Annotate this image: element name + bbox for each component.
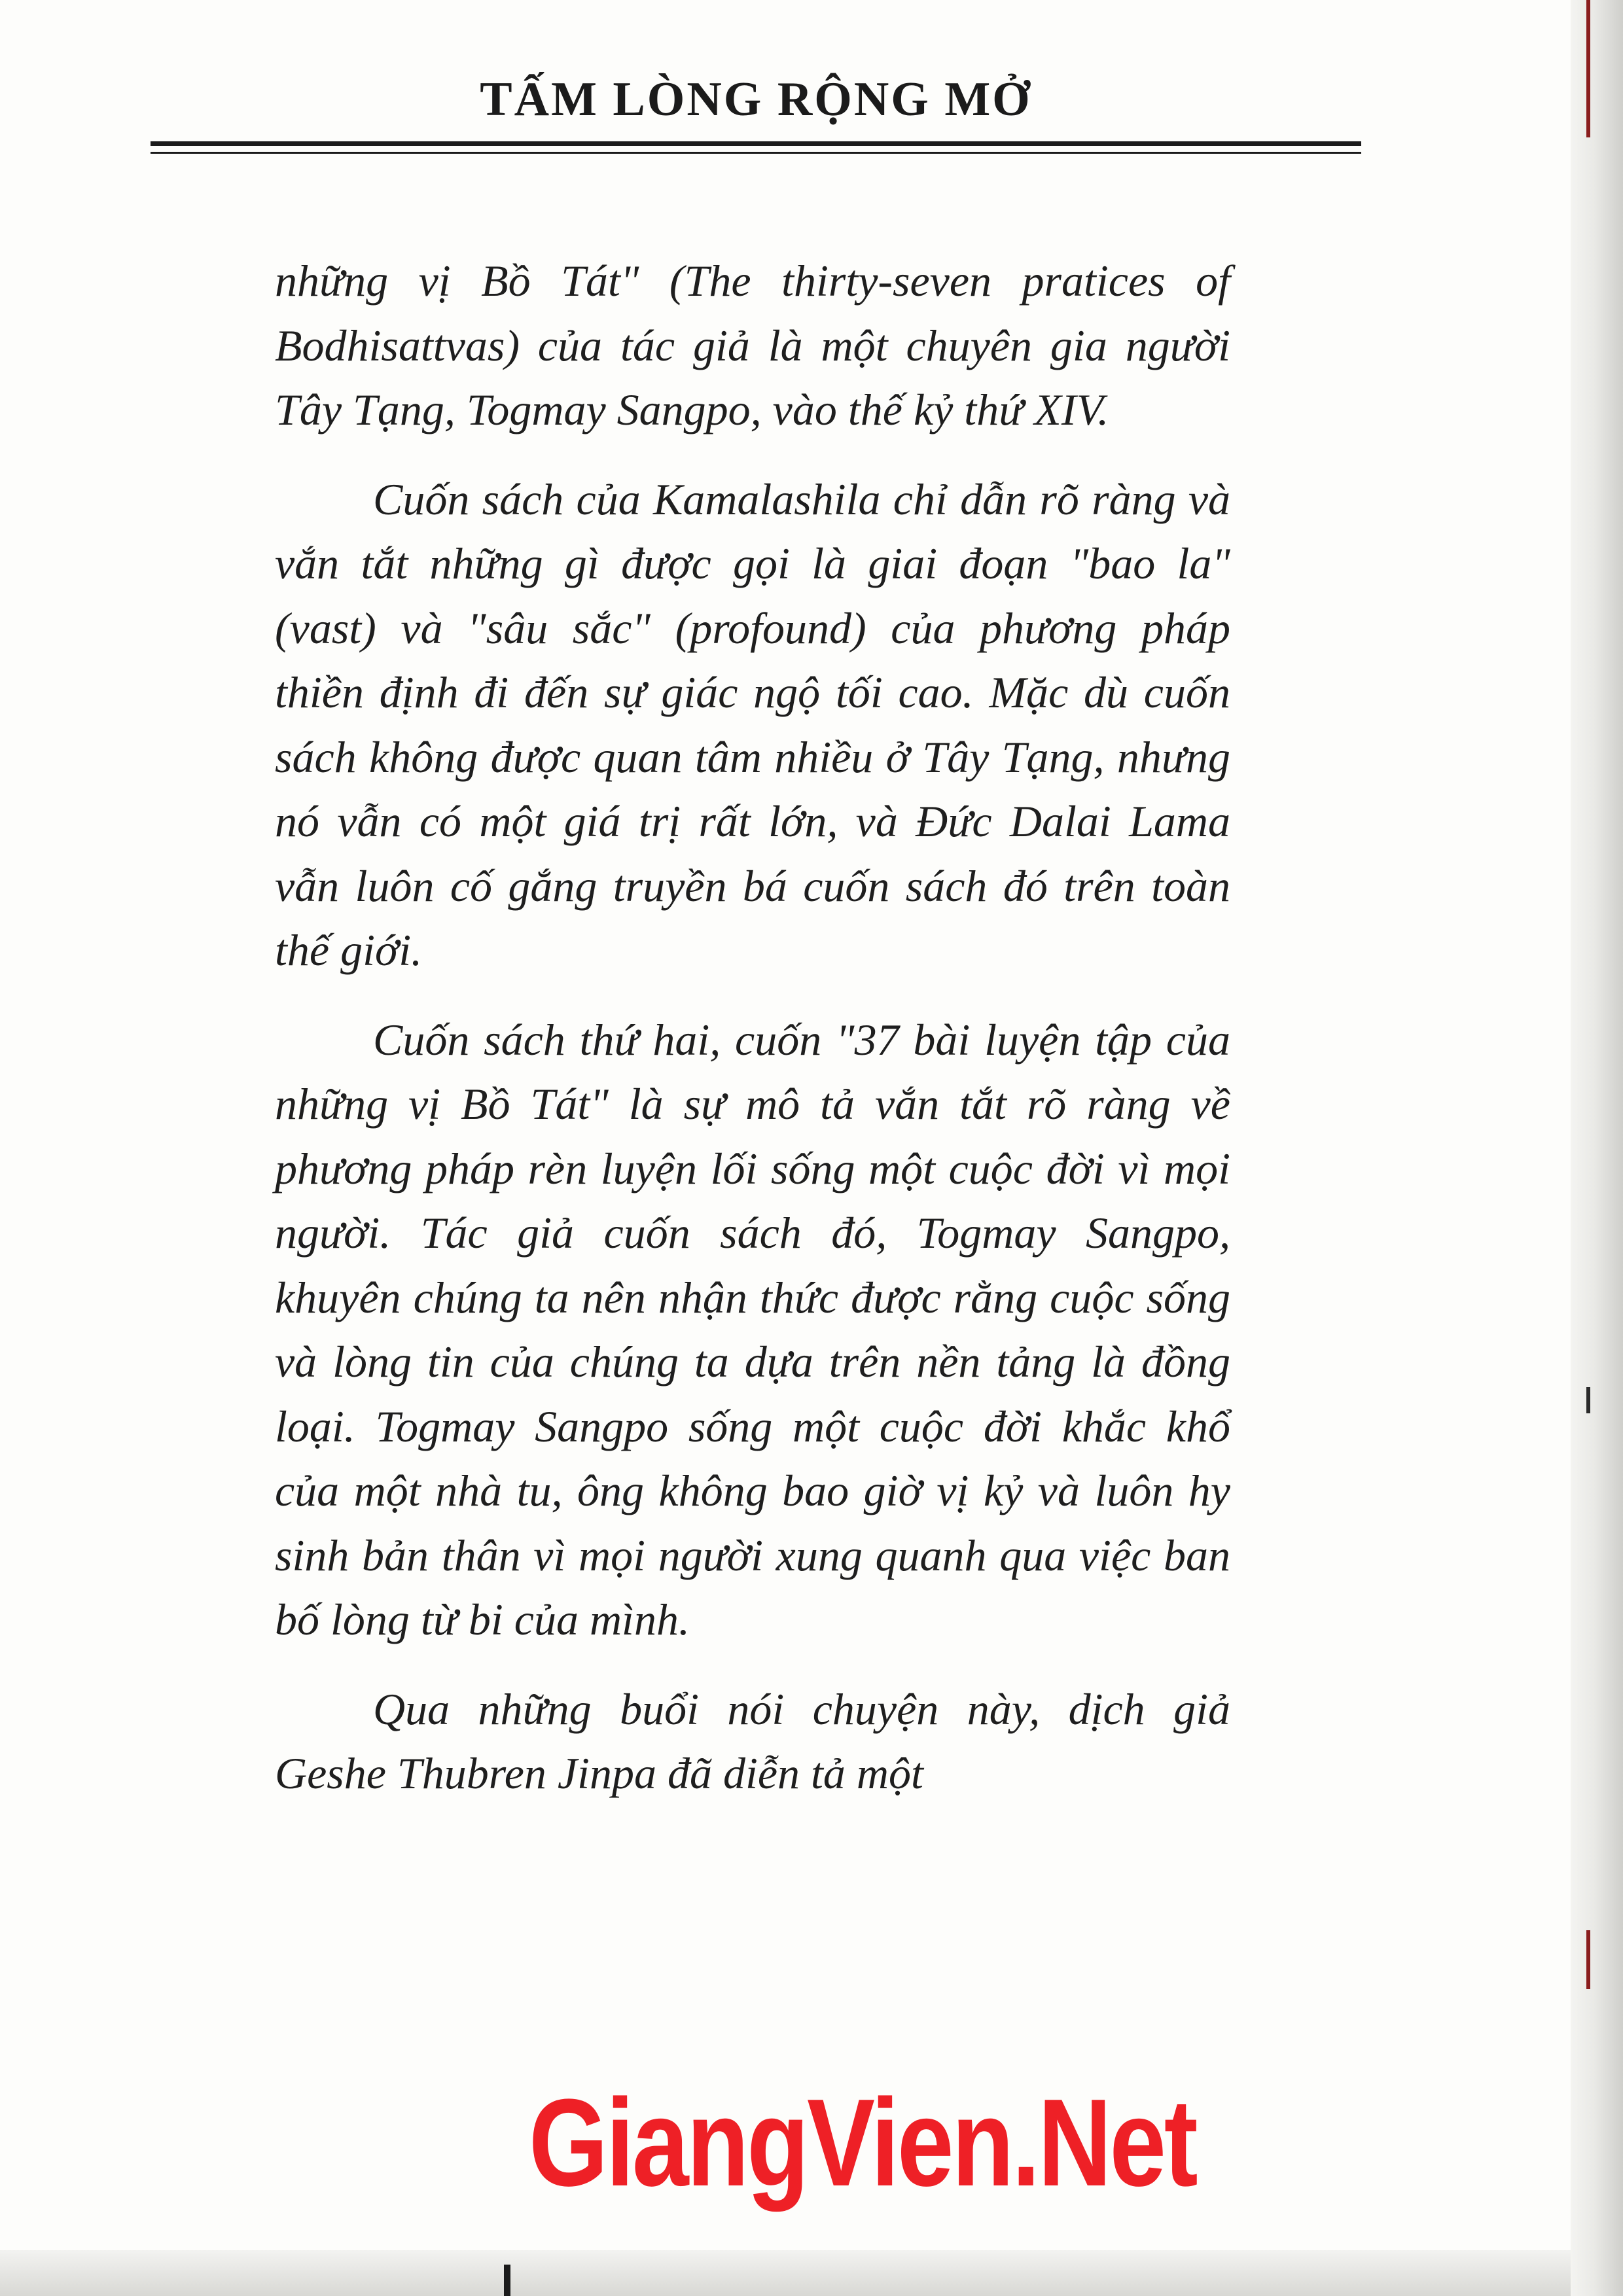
edge-mark (1586, 1930, 1590, 1989)
body-text (275, 249, 1230, 1806)
paragraph: Qua những buổi nói chuyện này, dịch giả Geshe Thubren Jinpa đã diễn tả một (275, 1684, 1230, 1798)
edge-mark (1586, 1387, 1590, 1413)
scan-bottom-edge (0, 2250, 1571, 2296)
header-rule-thin (151, 152, 1361, 154)
paragraph: Cuốn sách của Kamalashila chỉ dẫn rõ ràng và vắn tắt những gì được gọi là giai đoạn "bao la" (vast) và "sâu sắc" (profound) của phương pháp thiền định đi đến sự giác ngộ tối cao. Mặc dù cuốn sách không được quan tâm nhiều ở Tây Tạng, nhưng nó vẫn có một giá trị rất lớn, và Đức Dalai Lama vẫn luôn cố gắng truyền bá cuốn sách đó trên toàn thế giới. (275, 474, 1230, 975)
page-edge-shadow (1571, 0, 1623, 2296)
paragraph: những vị Bồ Tát" (The thirty-seven pratices of Bodhisattvas) của tác giả là một chuyên gia người Tây Tạng, Togmay Sangpo, vào thế kỷ thứ XIV. (275, 256, 1230, 434)
watermark-logo: GiangVien.Net (529, 2074, 1196, 2212)
edge-mark (1586, 0, 1590, 137)
header-rule-thick (151, 141, 1361, 146)
running-header-title: TẤM LÒNG RỘNG MỞ (480, 73, 1032, 126)
paragraph: Cuốn sách thứ hai, cuốn "37 bài luyện tập của những vị Bồ Tát" là sự mô tả vắn tắt rõ ràng về phương pháp rèn luyện lối sống một cuộc đời vì mọi người. Tác giả cuốn sách đó, Togmay Sangpo, khuyên chúng ta nên nhận thức được rằng cuộc sống và lòng tin của chúng ta dựa trên nền tảng là đồng loại. Togmay Sangpo sống một cuộc đời khắc khổ của một nhà tu, ông không bao giờ vị kỷ và luôn hy sinh bản thân vì mọi người xung quanh qua việc ban bố lòng từ bi của mình. (275, 1014, 1230, 1644)
scan-artifact (504, 2265, 510, 2296)
